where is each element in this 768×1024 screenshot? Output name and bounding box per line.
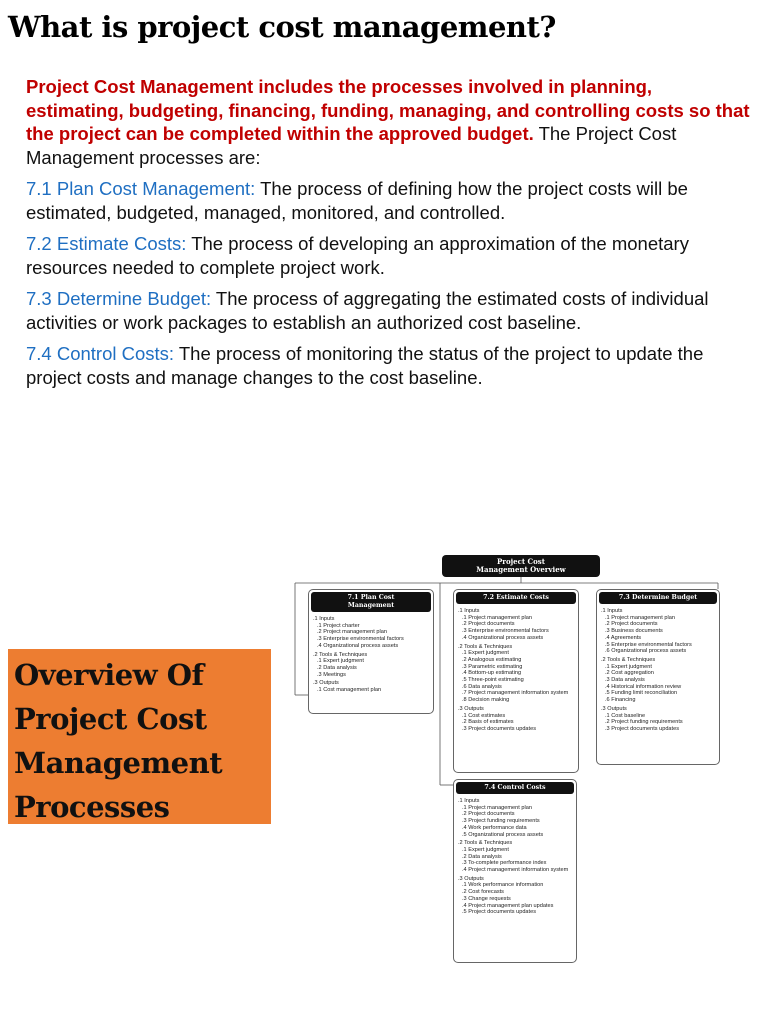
- process-description: [26, 342, 751, 389]
- list-item: .1 Cost management plan: [317, 687, 382, 694]
- list-item: .1 Cost baseline: [605, 712, 646, 719]
- list-item: .2 Basis of estimates: [462, 719, 514, 726]
- overview-callout: [8, 649, 271, 824]
- process-description: [26, 232, 751, 279]
- list-item: .5 Organizational process assets: [462, 831, 544, 838]
- list-item: .4 Project management information system: [462, 867, 569, 874]
- inputs-section: [458, 798, 573, 838]
- list-item: .3 Business documents: [605, 628, 663, 635]
- overview-line: Processes: [14, 790, 170, 824]
- list-item: .2 Analogous estimating: [462, 656, 522, 663]
- overview-line: Management: [14, 746, 223, 780]
- section-heading: .2 Tools & Techniques: [458, 643, 513, 650]
- overview-line: Overview Of: [14, 658, 204, 692]
- tools-section: [458, 644, 575, 704]
- cost-management-diagram: [290, 555, 760, 965]
- list-item: .4 Organizational process assets: [462, 634, 544, 641]
- outputs-section: [601, 706, 716, 733]
- title-line: Management: [347, 602, 395, 609]
- process-box-title: [599, 592, 717, 604]
- process-box-control-costs: [453, 779, 577, 963]
- section-heading: .1 Inputs: [458, 798, 480, 804]
- process-box-plan-cost: [308, 589, 434, 714]
- section-heading: .1 Inputs: [458, 608, 480, 614]
- tools-section: [458, 840, 573, 874]
- list-item: .1 Project management plan: [605, 614, 675, 621]
- list-item: .1 Project management plan: [462, 804, 532, 811]
- section-heading: .3 Outputs: [458, 705, 484, 712]
- process-term: 7.4 Control Costs:: [26, 343, 175, 364]
- list-item: .1 Expert judgment: [462, 650, 509, 657]
- process-description: [26, 177, 751, 224]
- process-desc: The process of aggregating the estimated costs of individual activities or work packages to establish an authorized cost baseline.: [26, 288, 709, 333]
- diagram-root-node: [442, 555, 600, 577]
- list-item: .6 Data analysis: [462, 683, 502, 690]
- list-item: .6 Financing: [605, 697, 636, 704]
- section-heading: .3 Outputs: [601, 705, 627, 712]
- inputs-section: [601, 608, 716, 655]
- process-desc: The process of defining how the project costs will be estimated, budgeted, managed, monitored, and controlled.: [26, 178, 688, 223]
- section-heading: .1 Inputs: [313, 616, 335, 622]
- intro-paragraph: [26, 75, 751, 169]
- list-item: .3 Enterprise environmental factors: [317, 636, 404, 643]
- list-item: .5 Project documents updates: [462, 909, 537, 916]
- list-item: .3 Parametric estimating: [462, 663, 523, 670]
- list-item: .4 Historical information review: [605, 683, 682, 690]
- inputs-section: [458, 608, 575, 642]
- title-line: 7.4 Control Costs: [484, 784, 546, 791]
- process-description: [26, 287, 751, 334]
- section-heading: .3 Outputs: [458, 875, 484, 882]
- list-item: .3 Change requests: [462, 895, 511, 902]
- list-item: .3 Project documents updates: [605, 725, 680, 732]
- list-item: .6 Organizational process assets: [605, 648, 687, 655]
- description-block: [26, 75, 751, 397]
- list-item: .1 Expert judgment: [605, 663, 652, 670]
- inputs-section: [313, 616, 430, 650]
- list-item: .2 Cost aggregation: [605, 670, 654, 677]
- overview-line: Project Cost: [14, 702, 207, 736]
- process-box-title: [456, 782, 574, 794]
- section-heading: .2 Tools & Techniques: [458, 840, 513, 847]
- list-item: .3 Data analysis: [605, 677, 645, 684]
- page-title: What is project cost management?: [8, 10, 556, 44]
- process-box-title: [456, 592, 576, 604]
- list-item: .4 Project management plan updates: [462, 902, 554, 909]
- intro-continuation: The Project Cost Management processes are:: [26, 123, 677, 168]
- process-term: 7.2 Estimate Costs:: [26, 233, 187, 254]
- intro-definition: Project Cost Management includes the processes involved in planning, estimating, budgeting, financing, funding, managing, and controlling costs so that the project can be completed within the approved budget.: [26, 76, 750, 144]
- list-item: .3 To-complete performance index: [462, 860, 547, 867]
- list-item: .1 Expert judgment: [462, 846, 509, 853]
- process-box-title: [311, 592, 431, 612]
- list-item: .3 Enterprise environmental factors: [462, 628, 549, 635]
- list-item: .4 Agreements: [605, 634, 642, 641]
- list-item: .2 Project documents: [462, 811, 515, 818]
- list-item: .7 Project management information system: [462, 690, 569, 697]
- list-item: .1 Work performance information: [462, 882, 544, 889]
- list-item: .3 Project funding requirements: [462, 818, 540, 825]
- list-item: .2 Project management plan: [317, 629, 387, 636]
- process-box-estimate-costs: [453, 589, 579, 773]
- list-item: .5 Enterprise environmental factors: [605, 641, 692, 648]
- list-item: .3 Project documents updates: [462, 725, 537, 732]
- list-item: .5 Three-point estimating: [462, 677, 524, 684]
- list-item: .2 Project documents: [605, 621, 658, 628]
- section-heading: .1 Inputs: [601, 608, 623, 614]
- list-item: .4 Bottom-up estimating: [462, 670, 522, 677]
- root-line: Project Cost: [497, 556, 545, 566]
- list-item: .2 Project funding requirements: [605, 719, 683, 726]
- list-item: .4 Work performance data: [462, 824, 527, 831]
- process-desc: The process of monitoring the status of the project to update the project costs and manage changes to the cost baseline.: [26, 343, 704, 388]
- process-box-determine-budget: [596, 589, 720, 765]
- list-item: .2 Cost forecasts: [462, 889, 504, 896]
- process-desc: The process of developing an approximation of the monetary resources needed to complete project work.: [26, 233, 689, 278]
- list-item: .3 Meetings: [317, 671, 346, 678]
- title-line: 7.2 Estimate Costs: [483, 594, 549, 601]
- tools-section: [601, 657, 716, 704]
- root-line: Management Overview: [476, 565, 566, 574]
- process-term: 7.1 Plan Cost Management:: [26, 178, 256, 199]
- list-item: .1 Expert judgment: [317, 658, 364, 665]
- list-item: .5 Funding limit reconciliation: [605, 690, 678, 697]
- outputs-section: [458, 706, 575, 733]
- section-heading: .2 Tools & Techniques: [313, 651, 368, 658]
- list-item: .1 Project charter: [317, 622, 360, 629]
- process-term: 7.3 Determine Budget:: [26, 288, 212, 309]
- list-item: .1 Cost estimates: [462, 712, 506, 719]
- list-item: .1 Project management plan: [462, 614, 532, 621]
- list-item: .8 Decision making: [462, 697, 510, 704]
- tools-section: [313, 652, 430, 679]
- list-item: .4 Organizational process assets: [317, 642, 399, 649]
- list-item: .2 Data analysis: [317, 664, 357, 671]
- section-heading: .2 Tools & Techniques: [601, 656, 656, 663]
- outputs-section: [313, 680, 430, 693]
- list-item: .2 Data analysis: [462, 853, 502, 860]
- list-item: .2 Project documents: [462, 621, 515, 628]
- outputs-section: [458, 876, 573, 916]
- title-line: 7.1 Plan Cost: [347, 594, 395, 601]
- section-heading: .3 Outputs: [313, 680, 339, 687]
- title-line: 7.3 Determine Budget: [618, 594, 698, 601]
